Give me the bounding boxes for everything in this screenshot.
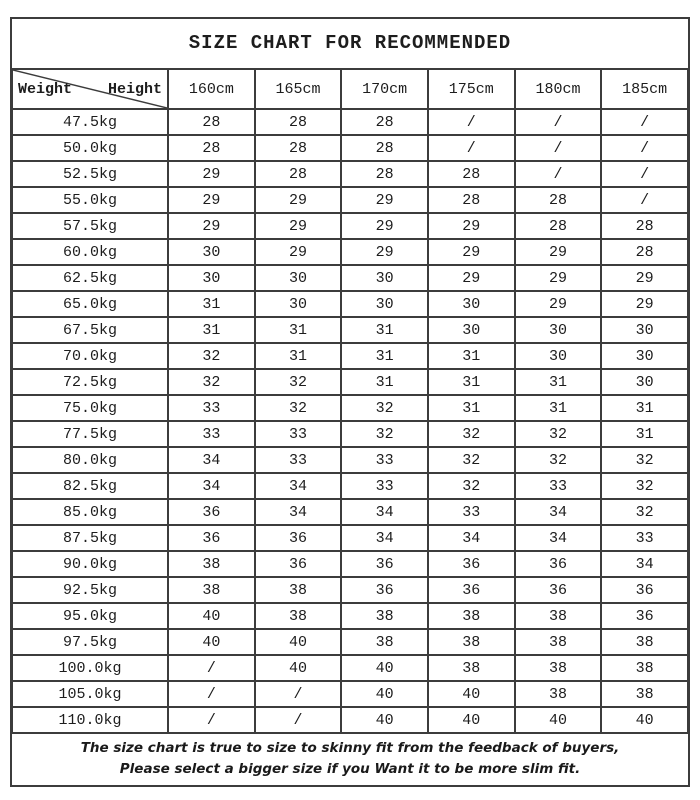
size-cell: 28 xyxy=(341,135,428,161)
size-cell: 29 xyxy=(341,239,428,265)
weight-cell: 65.0kg xyxy=(12,291,168,317)
size-cell: 30 xyxy=(515,317,602,343)
footer-note xyxy=(12,733,688,785)
size-cell: 40 xyxy=(255,655,342,681)
weight-cell: 100.0kg xyxy=(12,655,168,681)
size-cell: 36 xyxy=(168,499,255,525)
size-cell: 38 xyxy=(515,629,602,655)
size-cell: 40 xyxy=(428,681,515,707)
size-cell: 38 xyxy=(601,655,688,681)
size-cell: 29 xyxy=(255,239,342,265)
table-row xyxy=(12,135,688,161)
size-cell: 28 xyxy=(428,161,515,187)
weight-cell: 85.0kg xyxy=(12,499,168,525)
size-cell: 31 xyxy=(168,317,255,343)
size-cell: 31 xyxy=(168,291,255,317)
size-cell: 32 xyxy=(255,395,342,421)
size-cell: 40 xyxy=(428,707,515,733)
size-cell: 33 xyxy=(255,447,342,473)
size-cell: 28 xyxy=(341,161,428,187)
header-row xyxy=(12,69,688,109)
table-row xyxy=(12,577,688,603)
size-cell: 30 xyxy=(341,291,428,317)
col-header-180cm: 180cm xyxy=(515,69,602,109)
size-cell: 33 xyxy=(341,473,428,499)
size-cell: 29 xyxy=(341,213,428,239)
weight-cell: 47.5kg xyxy=(12,109,168,135)
col-header-185cm: 185cm xyxy=(601,69,688,109)
table-row xyxy=(12,317,688,343)
table-row xyxy=(12,603,688,629)
size-cell: 38 xyxy=(515,603,602,629)
table-row xyxy=(12,525,688,551)
size-cell: / xyxy=(428,135,515,161)
size-cell: 34 xyxy=(341,499,428,525)
size-cell: 29 xyxy=(255,213,342,239)
size-cell: 32 xyxy=(428,473,515,499)
weight-cell: 95.0kg xyxy=(12,603,168,629)
size-cell: 30 xyxy=(601,369,688,395)
size-cell: 30 xyxy=(168,265,255,291)
col-header-160cm: 160cm xyxy=(168,69,255,109)
size-cell: 29 xyxy=(601,265,688,291)
size-cell: 30 xyxy=(428,317,515,343)
table-row xyxy=(12,161,688,187)
size-cell: 36 xyxy=(168,525,255,551)
size-cell: 33 xyxy=(168,395,255,421)
size-cell: 33 xyxy=(255,421,342,447)
size-cell: 31 xyxy=(341,317,428,343)
size-cell: 31 xyxy=(428,343,515,369)
size-cell: 40 xyxy=(168,629,255,655)
size-cell: 36 xyxy=(255,525,342,551)
size-cell: / xyxy=(515,135,602,161)
size-cell: 38 xyxy=(601,681,688,707)
size-cell: 32 xyxy=(601,499,688,525)
size-table xyxy=(12,69,688,733)
size-cell: 34 xyxy=(341,525,428,551)
size-cell: 29 xyxy=(168,213,255,239)
size-cell: 31 xyxy=(428,369,515,395)
size-cell: 32 xyxy=(341,421,428,447)
table-row xyxy=(12,681,688,707)
size-cell: 38 xyxy=(515,655,602,681)
size-cell: 29 xyxy=(168,161,255,187)
size-cell: 40 xyxy=(515,707,602,733)
size-cell: 38 xyxy=(428,603,515,629)
table-row xyxy=(12,421,688,447)
size-cell: 36 xyxy=(515,577,602,603)
chart-title: SIZE CHART FOR RECOMMENDED xyxy=(12,19,688,69)
size-cell: 34 xyxy=(255,473,342,499)
size-cell: 40 xyxy=(168,603,255,629)
size-cell: 29 xyxy=(428,213,515,239)
size-cell: / xyxy=(428,109,515,135)
col-header-170cm: 170cm xyxy=(341,69,428,109)
size-cell: 32 xyxy=(515,421,602,447)
size-cell: 33 xyxy=(601,525,688,551)
size-cell: 29 xyxy=(601,291,688,317)
weight-cell: 82.5kg xyxy=(12,473,168,499)
size-cell: / xyxy=(168,681,255,707)
weight-cell: 55.0kg xyxy=(12,187,168,213)
size-cell: 28 xyxy=(255,161,342,187)
size-cell: 40 xyxy=(255,629,342,655)
size-cell: 28 xyxy=(255,135,342,161)
size-cell: 31 xyxy=(255,317,342,343)
size-cell: / xyxy=(168,655,255,681)
size-cell: / xyxy=(601,109,688,135)
size-cell: 36 xyxy=(428,551,515,577)
table-row xyxy=(12,265,688,291)
size-cell: 33 xyxy=(168,421,255,447)
col-header-175cm: 175cm xyxy=(428,69,515,109)
size-cell: 38 xyxy=(428,629,515,655)
weight-cell: 52.5kg xyxy=(12,161,168,187)
table-row xyxy=(12,707,688,733)
size-cell: 38 xyxy=(168,551,255,577)
size-cell: 33 xyxy=(428,499,515,525)
size-cell: 38 xyxy=(168,577,255,603)
size-cell: 32 xyxy=(341,395,428,421)
size-cell: 32 xyxy=(168,343,255,369)
size-cell: 38 xyxy=(255,603,342,629)
size-cell: / xyxy=(515,161,602,187)
weight-cell: 110.0kg xyxy=(12,707,168,733)
weight-cell: 60.0kg xyxy=(12,239,168,265)
weight-cell: 72.5kg xyxy=(12,369,168,395)
size-cell: 34 xyxy=(255,499,342,525)
size-cell: 34 xyxy=(601,551,688,577)
size-cell: 28 xyxy=(168,109,255,135)
size-cell: 29 xyxy=(341,187,428,213)
weight-cell: 87.5kg xyxy=(12,525,168,551)
weight-cell: 62.5kg xyxy=(12,265,168,291)
size-cell: 31 xyxy=(428,395,515,421)
size-cell: 36 xyxy=(341,551,428,577)
size-cell: 28 xyxy=(428,187,515,213)
size-cell: 30 xyxy=(168,239,255,265)
weight-cell: 77.5kg xyxy=(12,421,168,447)
size-cell: 38 xyxy=(601,629,688,655)
size-cell: 33 xyxy=(341,447,428,473)
table-row xyxy=(12,655,688,681)
size-cell: 29 xyxy=(255,187,342,213)
table-row xyxy=(12,551,688,577)
size-cell: 28 xyxy=(515,213,602,239)
size-cell: 29 xyxy=(515,239,602,265)
size-cell: 36 xyxy=(515,551,602,577)
size-cell: 40 xyxy=(341,681,428,707)
size-cell: 31 xyxy=(255,343,342,369)
size-cell: 30 xyxy=(601,343,688,369)
size-cell: 30 xyxy=(255,291,342,317)
size-cell: 31 xyxy=(341,343,428,369)
size-cell: 32 xyxy=(601,473,688,499)
size-cell: 30 xyxy=(255,265,342,291)
size-cell: 31 xyxy=(515,369,602,395)
weight-cell: 90.0kg xyxy=(12,551,168,577)
size-cell: 31 xyxy=(601,395,688,421)
size-cell: 29 xyxy=(428,265,515,291)
size-cell: 36 xyxy=(601,577,688,603)
corner-weight-label: Weight xyxy=(18,80,73,98)
size-cell: / xyxy=(601,135,688,161)
size-cell: / xyxy=(255,681,342,707)
size-cell: 31 xyxy=(341,369,428,395)
corner-height-label: Height xyxy=(107,80,162,98)
size-cell: 29 xyxy=(515,265,602,291)
size-cell: / xyxy=(168,707,255,733)
size-cell: 30 xyxy=(341,265,428,291)
size-cell: 33 xyxy=(515,473,602,499)
size-cell: / xyxy=(601,161,688,187)
size-cell: 28 xyxy=(168,135,255,161)
size-cell: 30 xyxy=(601,317,688,343)
weight-cell: 97.5kg xyxy=(12,629,168,655)
size-cell: 38 xyxy=(428,655,515,681)
weight-cell: 80.0kg xyxy=(12,447,168,473)
size-cell: 40 xyxy=(601,707,688,733)
size-cell: 32 xyxy=(255,369,342,395)
size-cell: 32 xyxy=(168,369,255,395)
size-cell: 28 xyxy=(515,187,602,213)
size-cell: 34 xyxy=(515,525,602,551)
table-row xyxy=(12,213,688,239)
size-cell: 28 xyxy=(255,109,342,135)
table-row xyxy=(12,109,688,135)
size-cell: 34 xyxy=(428,525,515,551)
table-row xyxy=(12,473,688,499)
weight-cell: 70.0kg xyxy=(12,343,168,369)
size-cell: 40 xyxy=(341,707,428,733)
weight-cell: 67.5kg xyxy=(12,317,168,343)
table-row xyxy=(12,499,688,525)
table-row xyxy=(12,187,688,213)
size-cell: / xyxy=(255,707,342,733)
footer-line-1: The size chart is true to size to skinny fit from the feedback of buyers, xyxy=(80,740,620,756)
size-cell: 31 xyxy=(601,421,688,447)
corner-cell xyxy=(12,69,168,109)
table-row xyxy=(12,395,688,421)
footer-line-2: Please select a bigger size if you Want it to be more slim fit. xyxy=(119,761,581,777)
weight-cell: 92.5kg xyxy=(12,577,168,603)
size-cell: 32 xyxy=(515,447,602,473)
table-row xyxy=(12,369,688,395)
size-cell: 36 xyxy=(341,577,428,603)
size-cell: 28 xyxy=(341,109,428,135)
table-row xyxy=(12,239,688,265)
size-cell: 31 xyxy=(515,395,602,421)
size-cell: / xyxy=(515,109,602,135)
size-cell: 38 xyxy=(341,603,428,629)
weight-cell: 75.0kg xyxy=(12,395,168,421)
size-cell: / xyxy=(601,187,688,213)
size-cell: 32 xyxy=(601,447,688,473)
size-cell: 29 xyxy=(515,291,602,317)
size-cell: 36 xyxy=(428,577,515,603)
table-row xyxy=(12,291,688,317)
weight-cell: 105.0kg xyxy=(12,681,168,707)
col-header-165cm: 165cm xyxy=(255,69,342,109)
size-cell: 29 xyxy=(168,187,255,213)
size-cell: 38 xyxy=(515,681,602,707)
size-cell: 36 xyxy=(255,551,342,577)
size-cell: 32 xyxy=(428,447,515,473)
table-row xyxy=(12,343,688,369)
size-cell: 30 xyxy=(428,291,515,317)
size-cell: 29 xyxy=(428,239,515,265)
weight-cell: 57.5kg xyxy=(12,213,168,239)
size-cell: 34 xyxy=(168,473,255,499)
size-cell: 34 xyxy=(168,447,255,473)
size-cell: 28 xyxy=(601,213,688,239)
size-cell: 30 xyxy=(515,343,602,369)
table-row xyxy=(12,447,688,473)
size-cell: 38 xyxy=(255,577,342,603)
size-cell: 32 xyxy=(428,421,515,447)
weight-cell: 50.0kg xyxy=(12,135,168,161)
table-row xyxy=(12,629,688,655)
size-cell: 28 xyxy=(601,239,688,265)
size-cell: 40 xyxy=(341,655,428,681)
size-cell: 38 xyxy=(341,629,428,655)
size-cell: 36 xyxy=(601,603,688,629)
size-cell: 34 xyxy=(515,499,602,525)
size-chart xyxy=(10,17,690,787)
